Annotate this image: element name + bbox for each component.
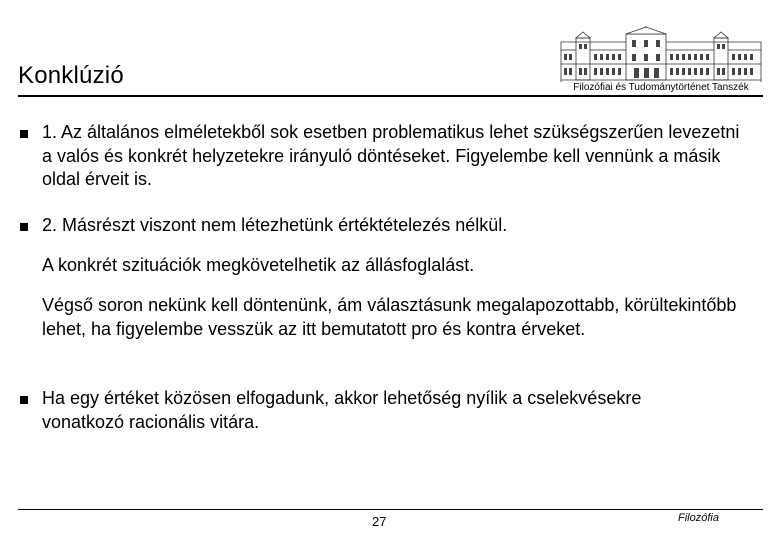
bullet-text-1: 1. Az általános elméletekből sok esetben problematikus lehet szükségszerűen levezetni a valós és konkrét helyzetekre irányuló döntéseket. Figyelembe kell vennünk a másik oldal érveit is. xyxy=(42,122,740,189)
bullet-icon xyxy=(20,396,28,404)
bullet-text-3: Ha egy értéket közösen elfogadunk, akkor lehetőség nyílik a cselekvésekre vonatkozó racionális vitára. xyxy=(42,388,642,432)
sub-paragraph-2: Végső soron nekünk kell döntenünk, ám választásunk megalapozottabb, körültekintőbb lehet, ha figyelembe vesszük az itt bemutatott pro és kontra érveket. xyxy=(42,295,737,339)
footer-divider xyxy=(18,509,763,510)
building-icon xyxy=(558,26,764,82)
title-divider xyxy=(18,95,763,97)
university-building-logo xyxy=(558,26,764,96)
bullet-icon xyxy=(20,223,28,231)
footer-course-label: Filozófia xyxy=(678,512,719,524)
page-number: 27 xyxy=(372,514,387,529)
slide-title: Konklúzió xyxy=(18,62,124,89)
sub-paragraph-1: A konkrét szituációk megkövetelhetik az állásfoglalást. xyxy=(42,255,475,275)
bullet-icon xyxy=(20,130,28,138)
bullet-text-2: 2. Másrészt viszont nem létezhetünk értéktételezés nélkül. xyxy=(42,215,508,235)
logo-caption: Filozófiai és Tudománytörténet Tanszék xyxy=(573,82,749,93)
